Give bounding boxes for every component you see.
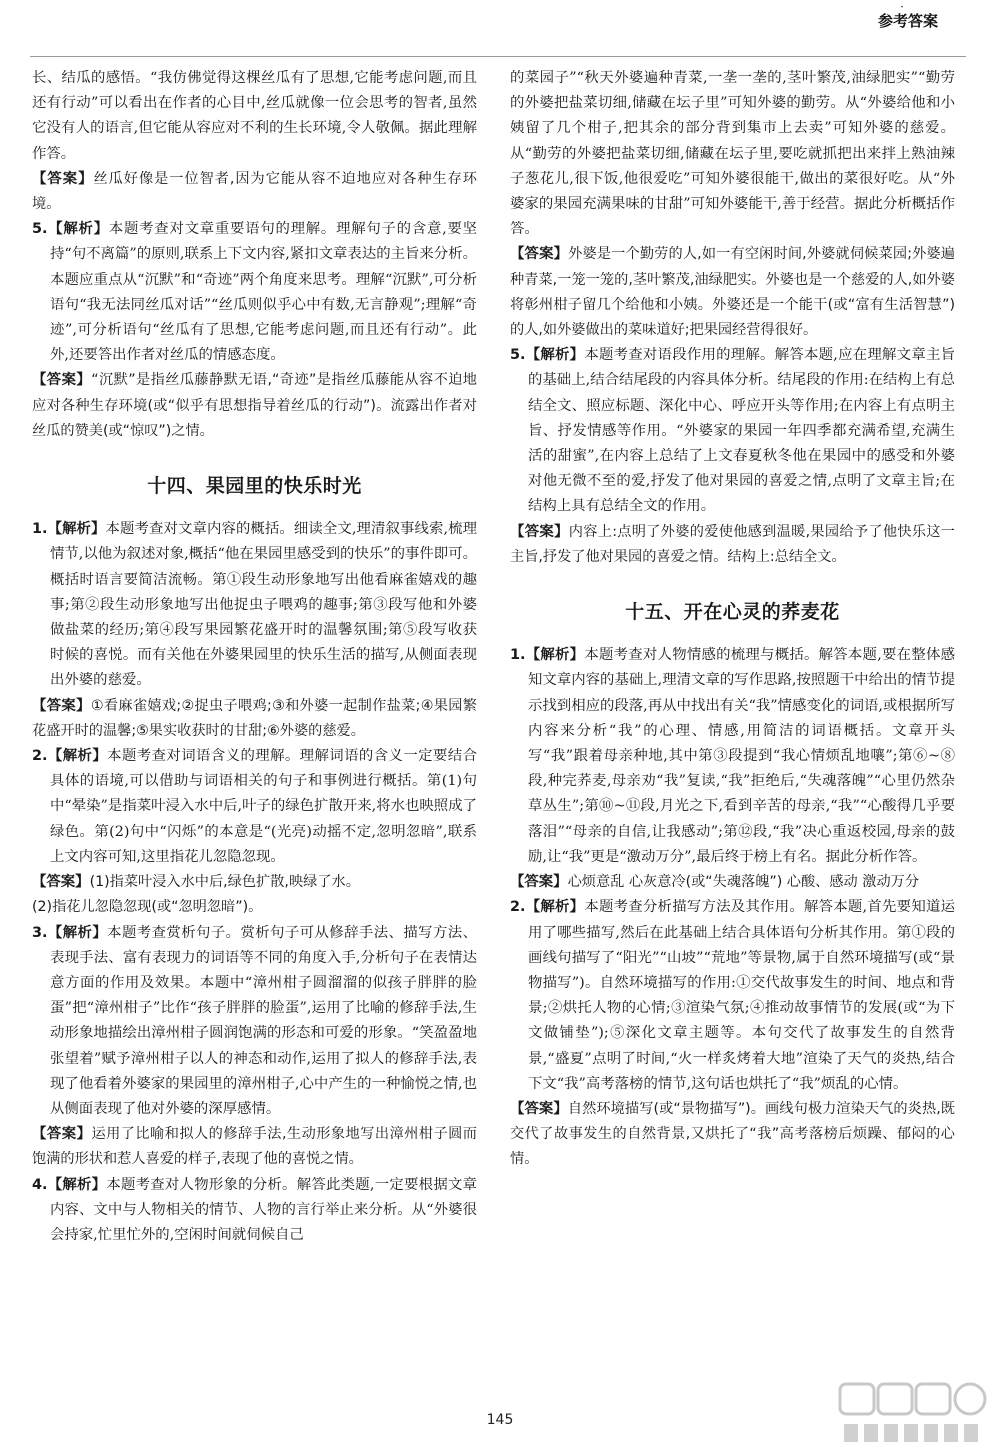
page-number: 145 [486, 1412, 514, 1428]
answer-block [32, 1122, 477, 1172]
question-4 [32, 1173, 477, 1249]
answer-label: 【答案】 [32, 372, 92, 389]
question-2 [32, 744, 477, 870]
answer-text-2: (2)指花儿忽隐忽现(或“忽明忽暗”)。 [32, 899, 263, 916]
answer-block [510, 1097, 955, 1173]
analysis-text: 本题考查对语段作用的理解。解答本题,应在理解文章主旨的基础上,结合结尾段的内容具体分析。结尾段的作用:在结构上有总结全文、照应标题、深化中心、呼应开头等作用;在内容上有点明主旨、抒发情感等作用。“外婆家的果园一年四季都充满希望,充满生活的甜蜜”,在内容上总结了上文春夏秋冬他在果园中的感受和外婆对他无微不至的爱,抒发了他对果园的喜爱之情,点明了文章主旨;在结构上具有总结全文的作用。 [528, 347, 955, 515]
answer-label: 【答案】 [510, 1100, 568, 1117]
answer-text: “沉默”是指丝瓜藤静默无语,“奇迹”是指丝瓜藤能从容不迫地应对各种生存环境(或“似乎有思想指导着丝瓜的行动”)。流露出作者对丝瓜的赞美(或“惊叹”)之情。 [32, 372, 477, 439]
answer-text: 自然环境描写(或“景物描写”)。画线句极力渲染天气的炎热,既交代了故事发生的自然背景,又烘托了“我”高考落榜后烦躁、郁闷的心情。 [510, 1100, 955, 1168]
answer-text: (1)指菜叶浸入水中后,绿色扩散,映绿了水。 [89, 874, 360, 891]
answer-block [32, 694, 477, 744]
answer-text: ①看麻雀嬉戏;②捉虫子喂鸡;③和外婆一起制作盐菜;④果园繁花盛开时的温馨;⑤果实收获时的甘甜;⑥外婆的慈爱。 [32, 697, 477, 739]
question-number: 4. [32, 1176, 48, 1193]
analysis-label: 【解析】 [47, 1176, 107, 1193]
question-number: 3. [32, 924, 48, 941]
question-number: 1. [510, 647, 526, 664]
answer-text: 外婆是一个勤劳的人,如一有空闲时间,外婆就伺候菜园;外婆遍种青菜,一笼一笼的,茎叶繁茂,油绿肥实。外婆也是一个慈爱的人,如外婆将彰州柑子留几个给他和小姨。外婆还是一个能干(或“富有生活智慧”)的人,如外婆做出的菜味道好;把果园经营得很好。 [510, 246, 955, 339]
answer-block [510, 870, 955, 895]
analysis-text: 本题考查对人物情感的梳理与概括。解答本题,要在整体感知文章内容的基础上,理清文章的写作思路,按照题干中给出的情节提示找到相应的段落,再从中找出有关“我”情感变化的词语,或根据所写内容来分析“我”的心理、情感,用简洁的词语概括。文章开头写“我”跟着母亲种地,其中第③段提到“我心情烦乱地嚷”;第⑥~⑧段,种完荞麦,母亲劝“我”复读,“我”拒绝后,“失魂落魄”“心里仍然杂草丛生”;第⑩~⑪段,月光之下,看到辛苦的母亲,“我”“心酸得几乎要落泪”“母亲的自信,让我感动”;第⑫段,“我”决心重返校园,母亲的鼓励,让“我”更是“激动万分”,最后终于榜上有名。据此分析作答。 [528, 647, 955, 865]
section-title-14: 十四、果园里的快乐时光 [147, 475, 362, 498]
question-2 [510, 895, 955, 1097]
analysis-label: 【解析】 [47, 924, 108, 941]
question-number: 5. [32, 221, 48, 238]
question-number: 2. [32, 748, 48, 765]
question-3 [32, 921, 477, 1123]
question-5 [510, 343, 955, 519]
analysis-text: 本题考查对人物形象的分析。解答此类题,一定要根据文章内容、文中与人物相关的情节、人物的言行举止来分析。从“外婆很会持家,忙里忙外的,空闲时间就伺候自己 [50, 1176, 477, 1243]
answer-block [510, 242, 955, 343]
question-1 [510, 643, 955, 870]
answer-label: 【答案】 [510, 246, 569, 263]
continuation-text: 的菜园子”“秋天外婆遍种青菜,一垄一垄的,茎叶繁茂,油绿肥实”“勤劳的外婆把盐菜切细,储藏在坛子里”可知外婆的勤劳。从“外婆给他和小姨留了几个柑子,把其余的部分背到集市上去卖”可知外婆的慈爱。从“勤劳的外婆把盐菜切细,储藏在坛子里,要吃就抓把出来拌上熟油辣子葱花儿,很下饭,他很爱吃”可知外婆很能干,做出的菜很好吃。从“外婆家的果园充满果味的甘甜”可知外婆能干,善于经营。据此分析概括作答。 [510, 70, 955, 238]
analysis-label: 【解析】 [47, 748, 108, 765]
question-number: 1. [32, 521, 48, 538]
analysis-label: 【解析】 [525, 899, 585, 916]
left-column [32, 66, 477, 1248]
answer-label: 【答案】 [32, 697, 91, 714]
answer-label: 【答案】 [32, 874, 90, 891]
watermark-logo [832, 1378, 992, 1450]
question-number: 2. [510, 899, 526, 916]
answer-label: 【答案】 [510, 874, 568, 891]
right-column [510, 66, 955, 1173]
answer-label: 【答案】 [32, 1126, 92, 1143]
section-title-15: 十五、开在心灵的荞麦花 [625, 601, 840, 624]
analysis-text: 本题考查对文章内容的概括。细读全文,理清叙事线索,梳理情节,以他为叙述对象,概括“他在果园里感受到的快乐”的事件即可。概括时语言要简洁流畅。第①段生动形象地写出他看麻雀嬉戏的趣事;第②段生动形象地写出他捉虫子喂鸡的趣事;第③段写他和外婆做盐菜的经历;第④段写果园繁花盛开时的温馨氛围;第⑤段写收获时候的喜悦。而有关他在外婆果园里的快乐生活的描写,从侧面表现出外婆的慈爱。 [50, 521, 477, 689]
question-number: 5. [510, 347, 526, 364]
analysis-text: 本题考查赏析句子。赏析句子可从修辞手法、描写方法、表现手法、富有表现力的词语等不同的角度入手,分析句子在表情达意方面的作用及效果。本题中“漳州柑子圆溜溜的似孩子胖胖的脸蛋”把“漳州柑子”比作“孩子胖胖的脸蛋”,运用了比喻的修辞手法,生动形象地描绘出漳州柑子圆润饱满的形态和可爱的形象。“笑盈盈地张望着”赋予漳州柑子以人的神态和动作,运用了拟人的修辞手法,表现了他看着外婆家的果园里的漳州柑子,心中产生的一种愉悦之情,也从侧面表现了他对外婆的深厚感情。 [50, 924, 477, 1117]
answer-text: 心烦意乱 心灰意冷(或“失魂落魄”) 心酸、感动 激动万分 [567, 874, 920, 891]
analysis-label: 【解析】 [47, 521, 106, 538]
answer-block [510, 520, 955, 570]
answer-block [32, 368, 477, 444]
answer-label: 【答案】 [32, 170, 94, 187]
header-title: 参考答案 [877, 12, 938, 30]
analysis-text: 本题考查分析描写方法及其作用。解答本题,首先要知道运用了哪些描写,然后在此基础上结合具体语句分析其作用。第①段的画线句描写了“阳光”“山坡”“荒地”等景物,属于自然环境描写(或“景物描写”)。自然环境描写的作用:①交代故事发生的时间、地点和背景;②烘托人物的心情;③渲染气氛;④推动故事情节的发展(或“为下文做铺垫”);⑤深化文章主题等。本句交代了故事发生的自然背景,“盛夏”点明了时间,“火一样炙烤着大地”渲染了天气的炎热,结合下文“我”高考落榜的情节,这句话也烘托了“我”烦乱的心情。 [528, 899, 955, 1092]
header-dot: · [900, 0, 904, 14]
analysis-text: 本题考查对文章重要语句的理解。理解句子的含意,要坚持“句不离篇”的原则,联系上下文内容,紧扣文章表达的主旨来分析。本题应重点从“沉默”和“奇迹”两个角度来思考。理解“沉默”,可分析语句“我无法同丝瓜对话”“丝瓜则似乎心中有数,无言静观”;理解“奇迹”,可分析语句“丝瓜有了思想,它能考虑问题,而且还有行动”。此外,还要答出作者对丝瓜的情感态度。 [50, 221, 477, 364]
answer-text: 内容上:点明了外婆的爱使他感到温暖,果园给予了他快乐这一主旨,抒发了他对果园的喜爱之情。结构上:总结全文。 [510, 523, 955, 565]
continuation-text: 长、结瓜的感悟。“我仿佛觉得这棵丝瓜有了思想,它能考虑问题,而且还有行动”可以看出在作者的心目中,丝瓜就像一位会思考的智者,虽然它没有人的语言,但它能从容应对不利的生长环境,令人敬佩。据此理解作答。 [32, 70, 477, 162]
answer-label: 【答案】 [510, 523, 569, 540]
analysis-label: 【解析】 [47, 221, 109, 238]
question-5 [32, 217, 477, 368]
analysis-text: 本题考查对词语含义的理解。理解词语的含义一定要结合具体的语境,可以借助与词语相关的句子和事例进行概括。第(1)句中“晕染”是指菜叶浸入水中后,叶子的绿色扩散开来,将水也映照成了绿色。第(2)句中“闪烁”的本意是“(光亮)动摇不定,忽明忽暗”,联系上文内容可知,这里指花儿忽隐忽现。 [50, 748, 477, 865]
analysis-label: 【解析】 [525, 647, 585, 664]
answer-text: 丝瓜好像是一位智者,因为它能从容不迫地应对各种生存环境。 [32, 170, 477, 213]
answer-block [32, 167, 477, 217]
header-rule [30, 56, 966, 57]
answer-block [32, 870, 477, 895]
analysis-label: 【解析】 [525, 347, 585, 364]
question-1 [32, 517, 477, 693]
answer-text: 运用了比喻和拟人的修辞手法,生动形象地写出漳州柑子圆而饱满的形状和惹人喜爱的样子,表现了他的喜悦之情。 [32, 1126, 477, 1168]
